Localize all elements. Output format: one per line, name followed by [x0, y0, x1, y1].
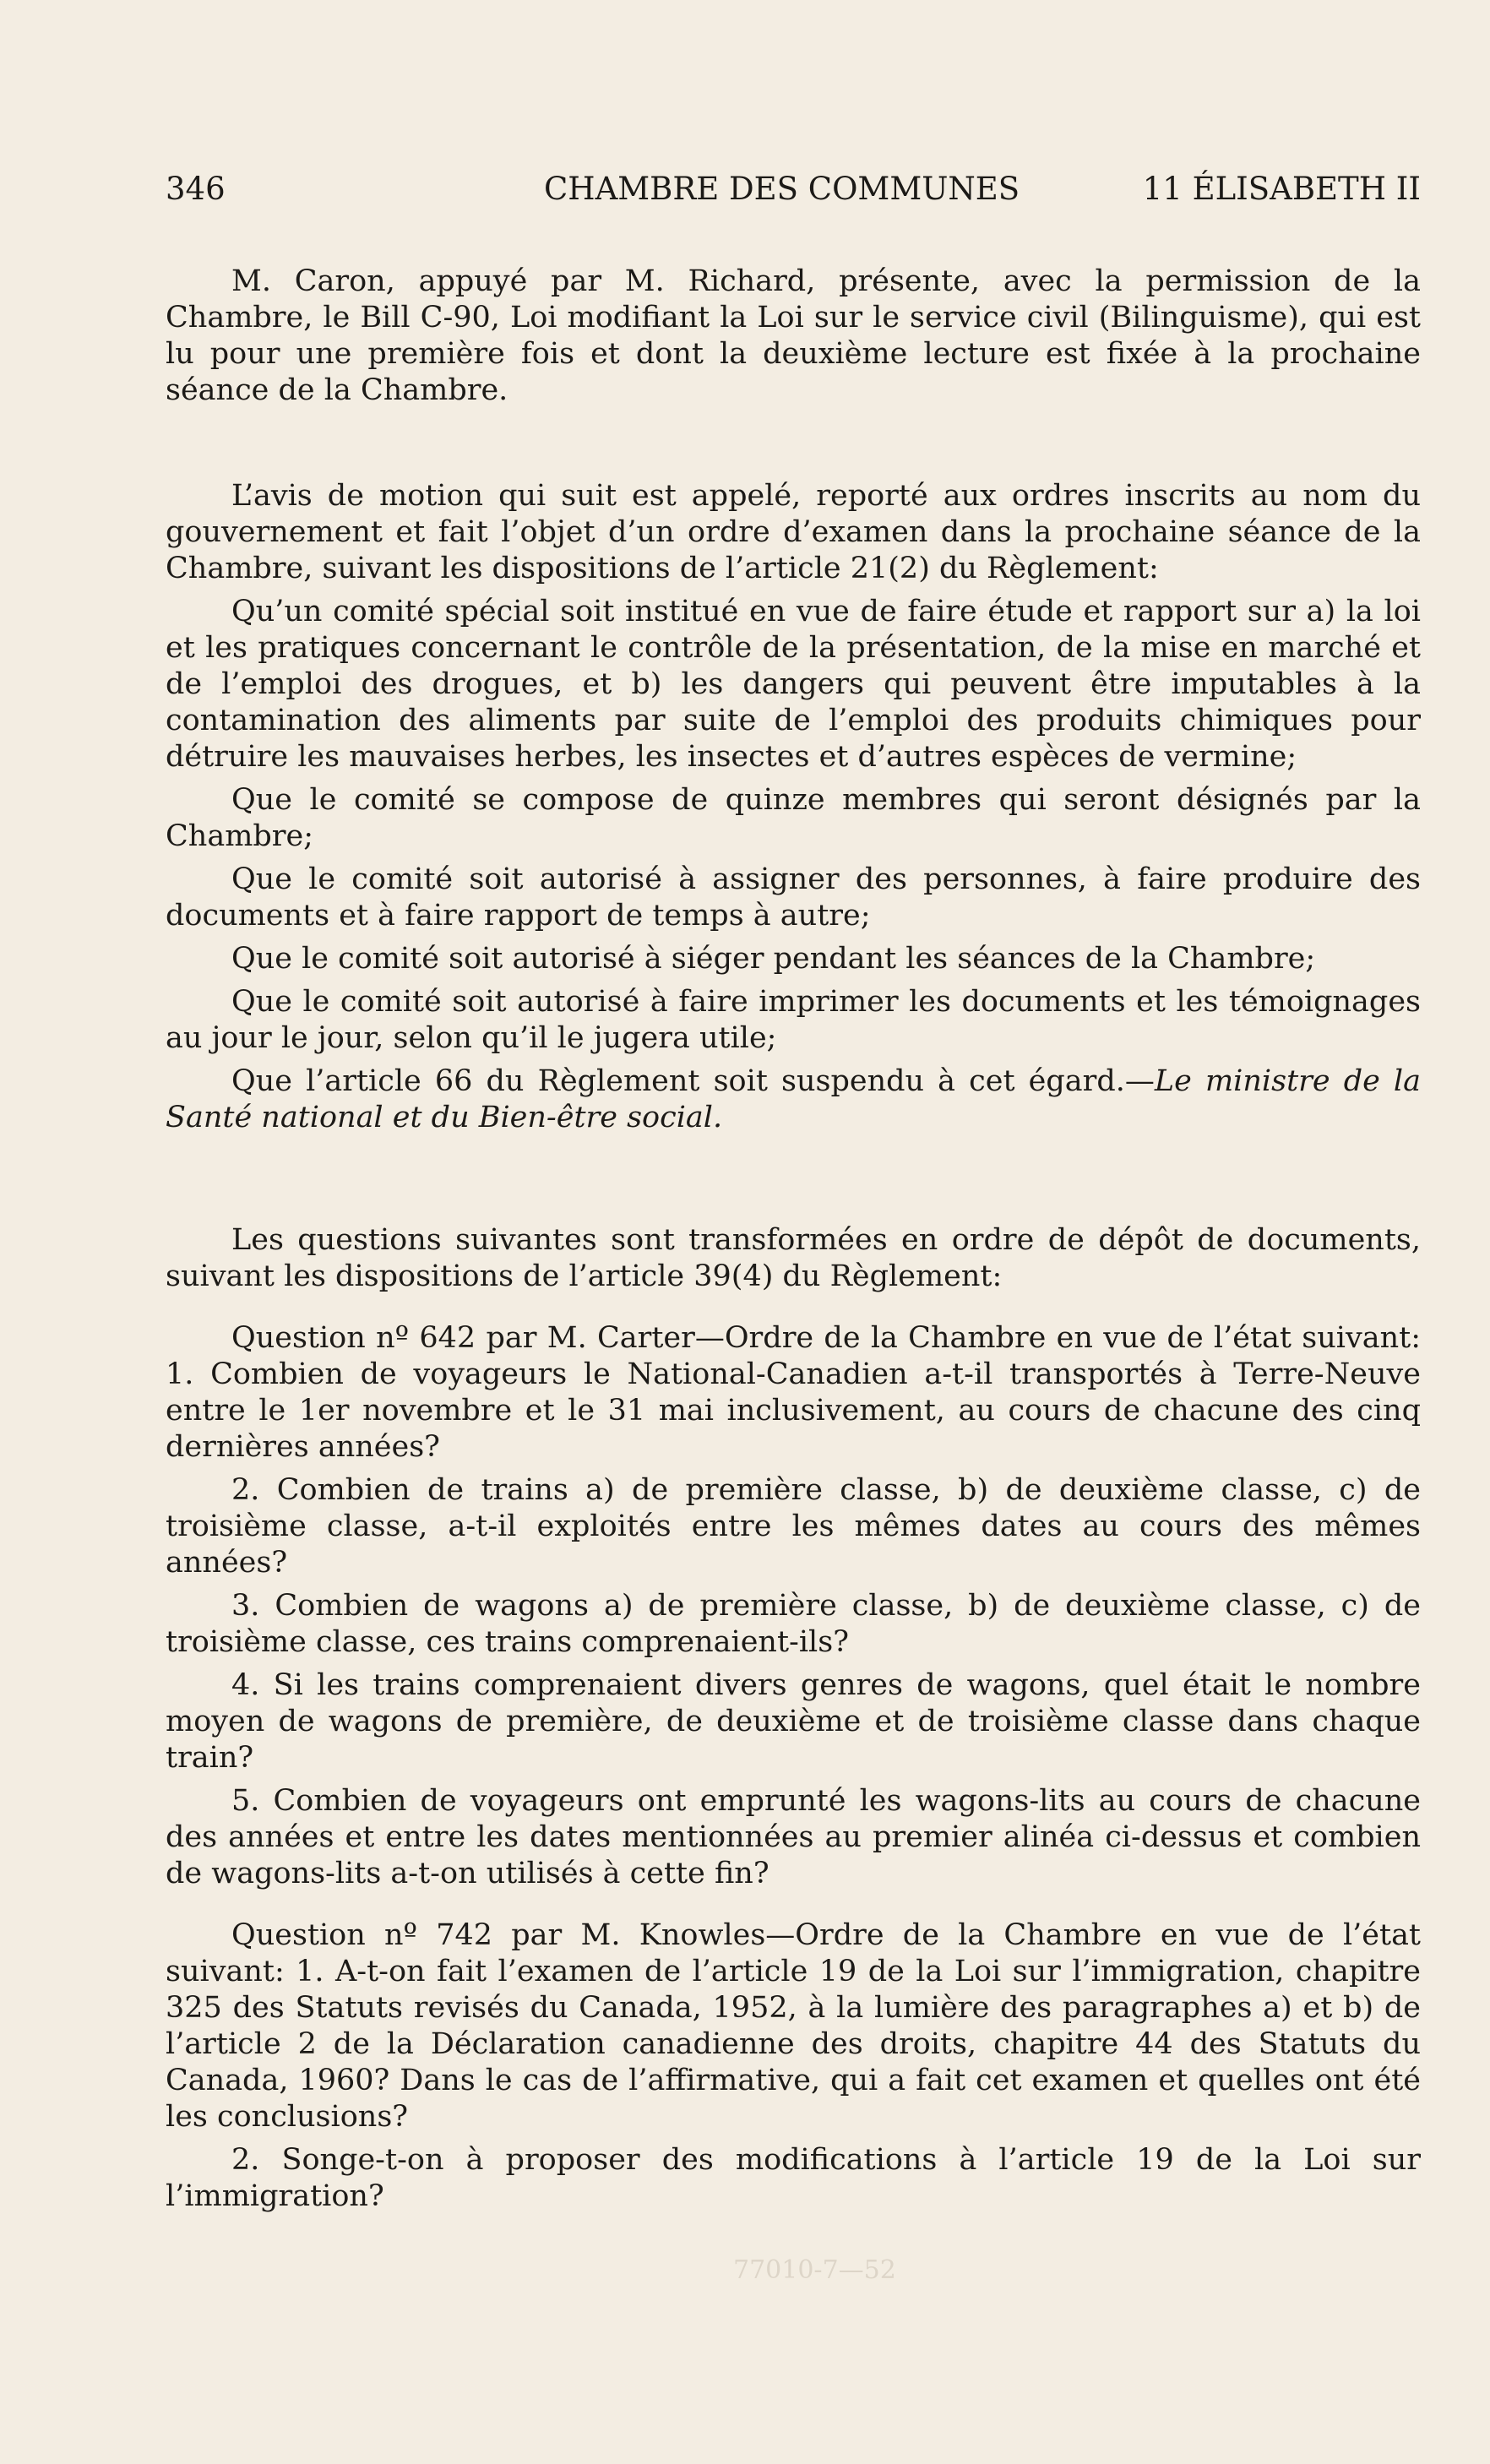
questions-intro: Les questions suivantes sont transformées en ordre de dépôt de documents, suivant les dispositions de l’article 39(4) du Règlement:: [166, 1223, 1421, 1293]
page-header: [166, 171, 1421, 208]
question-642-item: 3. Combien de wagons a) de première classe, b) de deuxième classe, c) de troisième classe, ces trains comprenaient-ils?: [166, 1589, 1421, 1659]
question-742-lead: Question nº 742 par M. Knowles—Ordre de la Chambre en vue de l’état suivant: 1. A-t-on fait l’examen de l’article 19 de la Loi sur l’immigration, chapitre 325 des Statuts revisés du Canada, 1952, à la lumière des paragraphes a) et b) de l’article 2 de la Déclaration canadienne des droits, chapitre 44 des Statuts du Canada, 1960? Dans le cas de l’affirmative, qui a fait cet examen et quelles ont été les conclusions?: [166, 1918, 1421, 2134]
question-642-item: 2. Combien de trains a) de première classe, b) de deuxième classe, c) de troisième classe, a-t-il exploités entre les mêmes dates au cours des mêmes années?: [166, 1473, 1421, 1580]
motion-clause: Qu’un comité spécial soit institué en vue de faire étude et rapport sur a) la loi et les pratiques concernant le contrôle de la présentation, de la mise en marché et de l’emploi des drogues, et b) les dangers qui peuvent être imputables à la contamination des aliments par suite de l’emploi des produits chimiques pour détruire les mauvaises herbes, les insectes et d’autres espèces de vermine;: [166, 595, 1421, 774]
question-742: [166, 1917, 1421, 2215]
question-642-item: 5. Combien de voyageurs ont emprunté les wagons-lits au cours de chacune des années et entre les dates mentionnées au premier alinéa ci-dessus et combien de wagons-lits a-t-on utilisés à cette fin?: [166, 1784, 1421, 1890]
motion-clause: Que le comité soit autorisé à assigner des personnes, à faire produire des documents et à faire rapport de temps à autre;: [166, 862, 1421, 933]
motion-last-clause: [166, 1063, 1421, 1136]
motion-clause: Que le comité soit autorisé à siéger pendant les séances de la Chambre;: [231, 942, 1316, 976]
minister-signature: Le ministre de la Santé national et du Bien-être social.: [166, 1064, 1421, 1134]
motion-intro: L’avis de motion qui suit est appelé, reporté aux ordres inscrits au nom du gouvernement et fait l’objet d’un ordre d’examen dans la prochaine séance de la Chambre, suivant les dispositions de l’article 21(2) du Règlement:: [166, 479, 1421, 585]
questions-section: [166, 1222, 1421, 2215]
running-title: CHAMBRE DES COMMUNES: [544, 171, 1020, 207]
page-number: 346: [166, 171, 226, 207]
printer-mark: 77010-7—52: [733, 2255, 896, 2285]
session-label: 11 ÉLISABETH II: [1142, 171, 1421, 207]
question-642-lead: Question nº 642 par M. Carter—Ordre de la Chambre en vue de l’état suivant: 1. Combien de voyageurs le National-Canadien a-t-il transportés à Terre-Neuve entre le 1er novembre et le 31 mai inclusivement, au cours de chacune des cinq dernières années?: [166, 1321, 1421, 1464]
page-body: [166, 264, 1421, 2222]
motion-last-clause-text: Que l’article 66 du Règlement soit suspendu à cet égard.—: [231, 1064, 1155, 1098]
question-742-item: 2. Songe-t-on à proposer des modifications à l’article 19 de la Loi sur l’immigration?: [166, 2143, 1421, 2213]
motion-clause: Que le comité se compose de quinze membres qui seront désignés par la Chambre;: [166, 783, 1421, 853]
question-642: [166, 1320, 1421, 1892]
motion-clause: Que le comité soit autorisé à faire imprimer les documents et les témoignages au jour le jour, selon qu’il le jugera utile;: [166, 985, 1421, 1055]
question-642-item: 4. Si les trains comprenaient divers genres de wagons, quel était le nombre moyen de wagons de première, de deuxième et de troisième classe dans chaque train?: [166, 1668, 1421, 1775]
bill-intro-paragraph: M. Caron, appuyé par M. Richard, présente, avec la permission de la Chambre, le Bill C-90, Loi modifiant la Loi sur le service civil (Bilinguisme), qui est lu pour une première fois et dont la deuxième lecture est fixée à la prochaine séance de la Chambre.: [166, 264, 1421, 407]
motion-section: [166, 478, 1421, 1136]
